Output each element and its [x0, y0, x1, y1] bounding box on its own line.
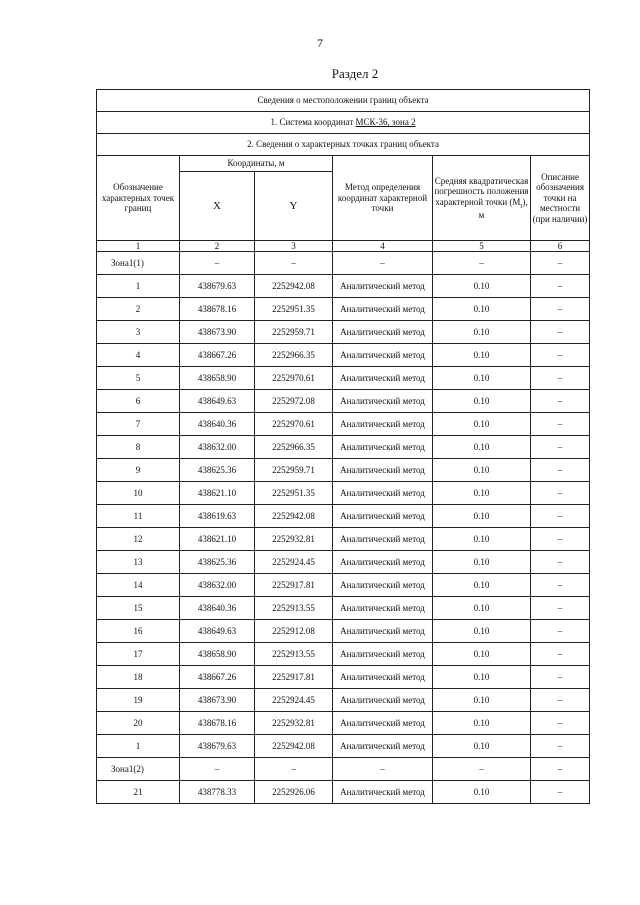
method-cell: Аналитический метод — [333, 689, 433, 712]
error-cell: 0.10 — [433, 735, 531, 758]
point-cell: 21 — [97, 781, 180, 804]
page-number: 7 — [317, 36, 323, 50]
table-row — [97, 252, 590, 275]
coordinate-system-prefix: 1. Система координат — [270, 117, 356, 128]
column-number: 2 — [180, 241, 255, 252]
table-row — [97, 275, 590, 298]
y-cell: 2252913.55 — [255, 597, 333, 620]
point-cell: 19 — [97, 689, 180, 712]
column-number-row — [97, 241, 590, 252]
table-row — [97, 367, 590, 390]
point-cell: 1 — [97, 735, 180, 758]
x-cell: 438649.63 — [180, 620, 255, 643]
method-cell: Аналитический метод — [333, 620, 433, 643]
method-cell: – — [333, 252, 433, 275]
description-cell: – — [531, 413, 590, 436]
point-cell: Зона1(2) — [97, 758, 180, 781]
x-cell: 438619.63 — [180, 505, 255, 528]
table-row — [97, 459, 590, 482]
method-cell: Аналитический метод — [333, 597, 433, 620]
header-y: Y — [255, 172, 333, 241]
x-cell: 438632.00 — [180, 436, 255, 459]
description-cell: – — [531, 321, 590, 344]
y-cell: – — [255, 252, 333, 275]
error-cell: 0.10 — [433, 528, 531, 551]
error-cell: 0.10 — [433, 620, 531, 643]
description-cell: – — [531, 597, 590, 620]
description-cell: – — [531, 758, 590, 781]
point-cell: 4 — [97, 344, 180, 367]
description-cell: – — [531, 505, 590, 528]
y-cell: 2252942.08 — [255, 735, 333, 758]
point-cell: Зона1(1) — [97, 252, 180, 275]
description-cell: – — [531, 252, 590, 275]
method-cell: Аналитический метод — [333, 551, 433, 574]
error-cell: 0.10 — [433, 390, 531, 413]
y-cell: 2252924.45 — [255, 689, 333, 712]
point-cell: 6 — [97, 390, 180, 413]
point-cell: 8 — [97, 436, 180, 459]
method-cell: Аналитический метод — [333, 505, 433, 528]
table-row — [97, 298, 590, 321]
y-cell: 2252951.35 — [255, 298, 333, 321]
x-cell: 438621.10 — [180, 528, 255, 551]
table-row — [97, 551, 590, 574]
table-row — [97, 666, 590, 689]
method-cell: Аналитический метод — [333, 275, 433, 298]
point-cell: 9 — [97, 459, 180, 482]
error-cell: 0.10 — [433, 643, 531, 666]
y-cell: 2252966.35 — [255, 344, 333, 367]
description-cell: – — [531, 735, 590, 758]
method-cell: Аналитический метод — [333, 735, 433, 758]
point-cell: 15 — [97, 597, 180, 620]
method-cell: Аналитический метод — [333, 666, 433, 689]
method-cell: Аналитический метод — [333, 643, 433, 666]
x-cell: 438632.00 — [180, 574, 255, 597]
y-cell: 2252912.08 — [255, 620, 333, 643]
table-row — [97, 505, 590, 528]
table-row — [97, 735, 590, 758]
y-cell: 2252966.35 — [255, 436, 333, 459]
x-cell: 438658.90 — [180, 367, 255, 390]
description-cell: – — [531, 551, 590, 574]
point-cell: 2 — [97, 298, 180, 321]
table-row — [97, 482, 590, 505]
method-cell: Аналитический метод — [333, 482, 433, 505]
table-row — [97, 574, 590, 597]
description-cell: – — [531, 298, 590, 321]
x-cell: 438678.16 — [180, 712, 255, 735]
point-cell: 7 — [97, 413, 180, 436]
error-cell: 0.10 — [433, 597, 531, 620]
y-cell: 2252970.61 — [255, 413, 333, 436]
method-cell: Аналитический метод — [333, 344, 433, 367]
method-cell: Аналитический метод — [333, 459, 433, 482]
point-cell: 17 — [97, 643, 180, 666]
table-row — [97, 712, 590, 735]
point-cell: 5 — [97, 367, 180, 390]
x-cell: 438658.90 — [180, 643, 255, 666]
error-cell: 0.10 — [433, 459, 531, 482]
method-cell: Аналитический метод — [333, 712, 433, 735]
description-cell: – — [531, 666, 590, 689]
header-description: Описание обозначения точки на местности (при наличии) — [531, 156, 590, 241]
error-cell: 0.10 — [433, 551, 531, 574]
description-cell: – — [531, 344, 590, 367]
y-cell: 2252917.81 — [255, 666, 333, 689]
y-cell: 2252913.55 — [255, 643, 333, 666]
point-cell: 3 — [97, 321, 180, 344]
table-row — [97, 413, 590, 436]
table-row — [97, 344, 590, 367]
table-row — [97, 643, 590, 666]
method-cell: Аналитический метод — [333, 321, 433, 344]
points-heading: 2. Сведения о характерных точках границ объекта — [97, 134, 590, 156]
y-cell: 2252959.71 — [255, 459, 333, 482]
table-row — [97, 689, 590, 712]
section-title: Раздел 2 — [331, 66, 379, 81]
y-cell: – — [255, 758, 333, 781]
description-cell: – — [531, 620, 590, 643]
description-cell: – — [531, 574, 590, 597]
y-cell: 2252924.45 — [255, 551, 333, 574]
column-number: 1 — [97, 241, 180, 252]
table-row — [97, 528, 590, 551]
point-cell: 11 — [97, 505, 180, 528]
x-cell: 438625.36 — [180, 551, 255, 574]
table-row — [97, 758, 590, 781]
header-error: Средняя квадратическая погрешность положения характерной точки $(M_t)$, м — [433, 156, 531, 241]
header-method: Метод определения координат характерной точки — [333, 156, 433, 241]
point-cell: 20 — [97, 712, 180, 735]
method-cell: Аналитический метод — [333, 413, 433, 436]
point-cell: 18 — [97, 666, 180, 689]
coordinate-system-name: МСК-36, зона 2 — [355, 117, 416, 128]
x-cell: 438621.10 — [180, 482, 255, 505]
column-number: 3 — [255, 241, 333, 252]
x-cell: 438679.63 — [180, 735, 255, 758]
error-cell: 0.10 — [433, 344, 531, 367]
y-cell: 2252970.61 — [255, 367, 333, 390]
header-x: X — [180, 172, 255, 241]
x-cell: 438678.16 — [180, 298, 255, 321]
column-number: 6 — [531, 241, 590, 252]
description-cell: – — [531, 459, 590, 482]
point-cell: 10 — [97, 482, 180, 505]
error-cell: 0.10 — [433, 574, 531, 597]
method-cell: Аналитический метод — [333, 367, 433, 390]
error-cell: 0.10 — [433, 275, 531, 298]
y-cell: 2252972.08 — [255, 390, 333, 413]
point-cell: 1 — [97, 275, 180, 298]
table-row — [97, 620, 590, 643]
description-cell: – — [531, 390, 590, 413]
error-cell: 0.10 — [433, 781, 531, 804]
y-cell: 2252917.81 — [255, 574, 333, 597]
table-title: Сведения о местоположении границ объекта — [97, 90, 590, 112]
point-cell: 16 — [97, 620, 180, 643]
method-cell: Аналитический метод — [333, 781, 433, 804]
x-cell: 438649.63 — [180, 390, 255, 413]
y-cell: 2252932.81 — [255, 528, 333, 551]
method-cell: Аналитический метод — [333, 390, 433, 413]
description-cell: – — [531, 436, 590, 459]
description-cell: – — [531, 689, 590, 712]
error-cell: 0.10 — [433, 712, 531, 735]
description-cell: – — [531, 482, 590, 505]
y-cell: 2252951.35 — [255, 482, 333, 505]
table-row — [97, 390, 590, 413]
error-cell: 0.10 — [433, 367, 531, 390]
header-coordinates: Координаты, м — [180, 156, 333, 172]
description-cell: – — [531, 643, 590, 666]
y-cell: 2252942.08 — [255, 505, 333, 528]
x-cell: 438625.36 — [180, 459, 255, 482]
error-cell: – — [433, 252, 531, 275]
x-cell: 438778.33 — [180, 781, 255, 804]
method-cell: – — [333, 758, 433, 781]
point-cell: 13 — [97, 551, 180, 574]
error-cell: – — [433, 758, 531, 781]
description-cell: – — [531, 781, 590, 804]
column-number: 4 — [333, 241, 433, 252]
x-cell: 438640.36 — [180, 413, 255, 436]
error-cell: 0.10 — [433, 436, 531, 459]
table-row — [97, 597, 590, 620]
error-cell: 0.10 — [433, 482, 531, 505]
error-cell: 0.10 — [433, 298, 531, 321]
error-cell: 0.10 — [433, 505, 531, 528]
y-cell: 2252959.71 — [255, 321, 333, 344]
point-cell: 14 — [97, 574, 180, 597]
coordinate-system — [97, 112, 590, 134]
x-cell: 438673.90 — [180, 689, 255, 712]
error-cell: 0.10 — [433, 666, 531, 689]
header-designation: Обозначение характерных точек границ — [97, 156, 180, 241]
x-cell: – — [180, 758, 255, 781]
x-cell: – — [180, 252, 255, 275]
x-cell: 438667.26 — [180, 344, 255, 367]
table-row — [97, 781, 590, 804]
error-cell: 0.10 — [433, 413, 531, 436]
description-cell: – — [531, 367, 590, 390]
x-cell: 438640.36 — [180, 597, 255, 620]
description-cell: – — [531, 712, 590, 735]
method-cell: Аналитический метод — [333, 528, 433, 551]
y-cell: 2252942.08 — [255, 275, 333, 298]
error-cell: 0.10 — [433, 321, 531, 344]
y-cell: 2252926.06 — [255, 781, 333, 804]
x-cell: 438667.26 — [180, 666, 255, 689]
method-cell: Аналитический метод — [333, 436, 433, 459]
method-cell: Аналитический метод — [333, 298, 433, 321]
x-cell: 438679.63 — [180, 275, 255, 298]
error-cell: 0.10 — [433, 689, 531, 712]
boundary-table — [96, 89, 590, 804]
description-cell: – — [531, 528, 590, 551]
y-cell: 2252932.81 — [255, 712, 333, 735]
point-cell: 12 — [97, 528, 180, 551]
method-cell: Аналитический метод — [333, 574, 433, 597]
x-cell: 438673.90 — [180, 321, 255, 344]
table-row — [97, 321, 590, 344]
column-number: 5 — [433, 241, 531, 252]
table-row — [97, 436, 590, 459]
description-cell: – — [531, 275, 590, 298]
